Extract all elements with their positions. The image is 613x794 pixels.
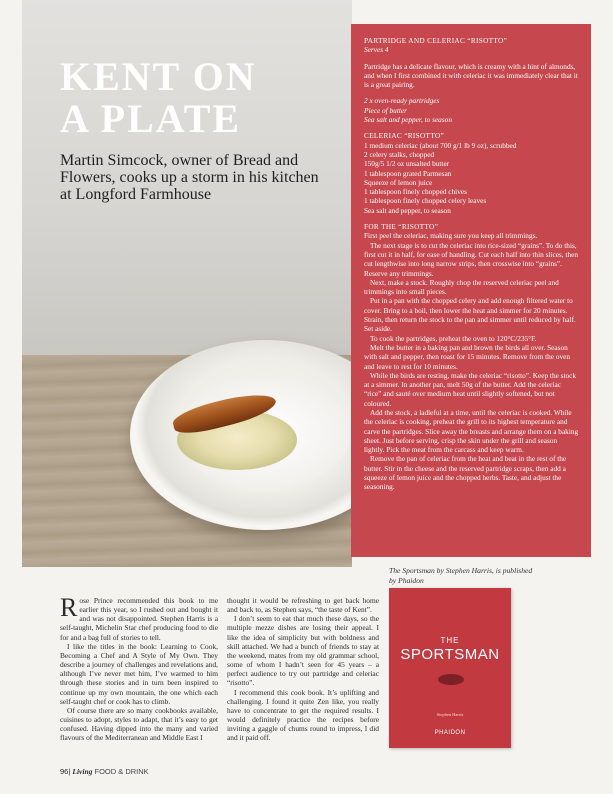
article-paragraph: Of course there are so many cookbooks available, cuisines to adopt, styles to adapt, that it’s easy to get confused. Having dipped into the many and varied flavours of the Mediterranean and Middle East I	[60, 705, 218, 743]
method-step: Add the stock, a ladleful at a time, until the celeriac is cooked. While the celeriac is cooking, preheat the grill to its highest temperature and carve the partridges. Slice away the breasts and arrange them on a baking sheet. Just before serving, crisp the skin under the grill and season lightly. Pick the meat from the carcass and keep warm.	[364, 407, 579, 455]
article-column-2	[227, 596, 379, 743]
book-cover	[389, 588, 511, 748]
ingredient-item: 1 tablespoon finely chopped chives	[364, 187, 467, 197]
book-cover-author: Stephen Harris	[436, 712, 464, 717]
ingredient-item: 150g/5 1/2 oz unsalted butter	[364, 159, 450, 169]
celeriac-heading: CELERIAC “RISOTTO”	[364, 131, 445, 141]
method-step: The next stage is to cut the celeriac into rice-sized “grains”. To do this, first cut it in half, for ease of handling. Cut each half into thin slices, then cut lengthwise into long narrow strips, then crosswise into “grains”. Reserve any trimmings.	[364, 240, 578, 278]
title-line-1: KENT ON	[60, 54, 257, 99]
recipe-intro: Partridge has a delicate flavour, which is creamy with a hint of almonds, and when I first combined it with celeriac it was immediately clear that it is a great pairing.	[364, 61, 578, 90]
ingredient-item: Sea salt and pepper, to season	[364, 115, 452, 125]
section-name: FOOD & DRINK	[94, 767, 149, 776]
ingredient-list-main	[364, 96, 579, 124]
ingredient-item: 1 tablespoon grated Parmesan	[364, 168, 452, 178]
article-paragraph	[60, 593, 218, 642]
book-caption: The Sportsman by Stephen Harris, is published by Phaidon	[389, 566, 533, 585]
title-line-2: A PLATE	[60, 96, 242, 141]
article-paragraph: I like the titles in the book: Learning to Cook, Becoming a Chef and A Style of My Own. They describe a journey of challenges and revelations and, although I’ve never met him, I’ve warmed to him through these stories and in turn been inspired to continue up my own mountain, the one which each self-taught chef or cook has to climb.	[60, 641, 218, 706]
recipe-serves: Serves 4	[364, 45, 389, 55]
method-step: Put in a pan with the chopped celery and add enough filtered water to cover. Bring to a boil, then lower the heat and simmer for 20 minutes. Strain, then return the stock to the pan and simmer until reduced by half. Set aside.	[364, 296, 576, 334]
method-step: Melt the butter in a baking pan and brown the birds all over. Season with salt and pepper, then roast for 15 minutes. Remove from the oven and leave to rest for 10 minutes.	[364, 342, 570, 371]
method-step: While the birds are resting, make the celeriac “risotto”. Keep the stock at a simmer. In another pan, melt 50g of the butter. Add the celeriac “rice” and sauté over medium heat until slightly softened, but not coloured.	[364, 370, 577, 408]
recipe-box	[351, 24, 591, 557]
article-paragraph: thought it would be refreshing to get back home and back to, as Stephen says, “the taste of Kent”.	[227, 596, 379, 615]
article-paragraph: I don’t seem to eat that much these days, so the multiple mezze dishes are losing their appeal. I like the idea of simplicity but with boldness and skill attached. We had a bunch of friends to stay at the weekend, mates from my old grammar school, some of whom I hadn’t seen for 45 years – a perfect audience to try out partridge and celeriac “risotto”.	[227, 614, 379, 688]
page-footer: 96| Living FOOD & DRINK	[60, 767, 149, 776]
article-paragraph: I recommend this cook book. It’s uplifting and challenging. I found it quite Zen like, you really have to concentrate to get the required results. I would definitely practice the recipes before inviting a gaggle of chums round to impress, I did and it paid off.	[227, 687, 379, 743]
magazine-name: Living	[72, 767, 93, 776]
page-title	[60, 56, 340, 140]
method-step: First peel the celeriac, making sure you keep all trimmings.	[364, 231, 538, 241]
article-paragraph-text: ose Prince recommended this book to me earlier this year, so I rushed out and bought it and was not disappointed. Stephen Harris is a self-taught, Michelin Star chef producing food to die for and a bag full of stories to tell.	[60, 596, 218, 642]
ingredient-item: Sea salt and pepper, to season	[364, 205, 451, 215]
method-heading: FOR THE “RISOTTO”	[364, 222, 439, 232]
ingredient-list-celeriac	[364, 141, 579, 215]
method-step: To cook the partridges, preheat the oven to 120°C/235°F.	[370, 333, 537, 343]
recipe-heading: PARTRIDGE AND CELERIAC “RISOTTO”	[364, 36, 508, 45]
page-number: 96	[60, 767, 69, 776]
oyster-icon	[438, 674, 464, 685]
book-cover-publisher: PHAIDON	[434, 730, 466, 736]
method-step: Next, make a stock. Roughly chop the reserved celeriac peel and trimmings into small pieces.	[364, 277, 559, 297]
ingredient-item: 1 medium celeriac (about 700 g/1 lb 9 oz), scrubbed	[364, 140, 517, 150]
ingredient-item: 2 x oven-ready partridges	[364, 96, 440, 106]
ingredient-item: Squeeze of lemon juice	[364, 177, 433, 187]
ingredient-item: Piece of butter	[364, 105, 407, 115]
drop-cap: R	[60, 593, 78, 622]
method-step: Remove the pan of celeriac from the heat and beat in the rest of the butter. Stir in the cheese and the reserved partridge scraps, then add a squeeze of lemon juice and the chopped herbs. Taste, and adjust the seasoning.	[364, 454, 567, 492]
ingredient-item: 1 tablespoon finely chopped celery leaves	[364, 196, 487, 206]
book-cover-title: SPORTSMAN	[400, 646, 500, 663]
book-cover-the: THE	[440, 636, 460, 645]
method-steps	[364, 231, 579, 491]
article-column-1	[60, 593, 218, 743]
ingredient-item: 2 celery stalks, chopped	[364, 149, 435, 159]
page-subtitle: Martin Simcock, owner of Bread and Flowers, cooks up a storm in his kitchen at Longford Farmhouse	[60, 152, 319, 203]
